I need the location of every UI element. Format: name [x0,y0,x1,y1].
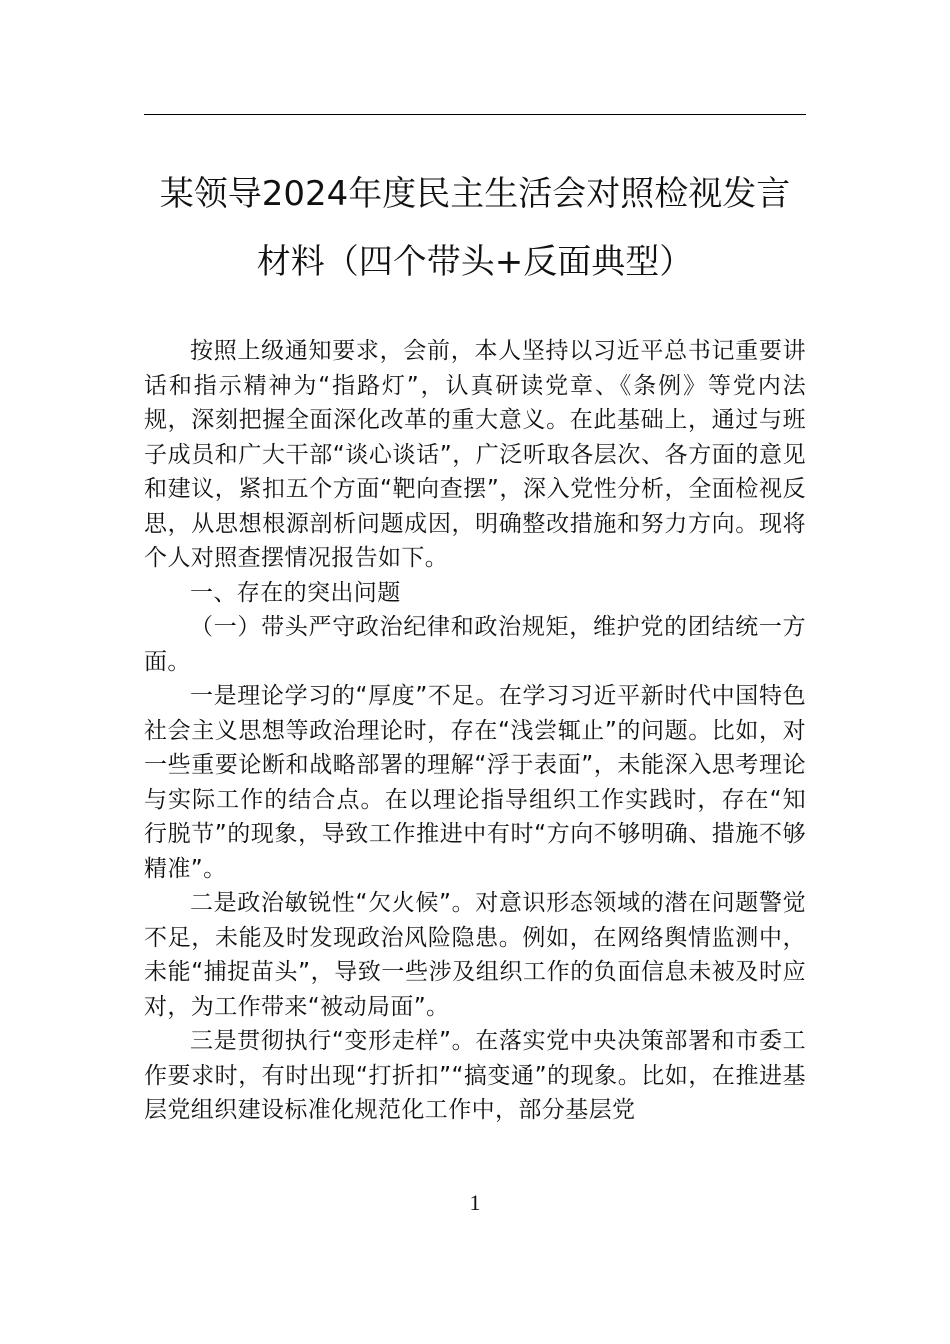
document-title [144,160,806,296]
paragraph-issue-3: 三是贯彻执行“变形走样”。在落实党中央决策部署和市委工作要求时，有时出现“打折扣”“搞变通”的现象。比如，在推进基层党组织建设标准化规范化工作中，部分基层党 [144,1028,806,1123]
paragraph-issue-2: 二是政治敏锐性“欠火候”。对意识形态领域的潜在问题警觉不足，未能及时发现政治风险隐患。例如，在网络舆情监测中，未能“捕捉苗头”，导致一些涉及组织工作的负面信息未被及时应对，为工作带来“被动局面”。 [144,890,806,1020]
title-line-1: 某领导2024年度民主生活会对照检视发言 [159,174,791,214]
subsection-heading-1: （一）带头严守政治纪律和政治规矩，维护党的团结统一方面。 [144,614,806,675]
section-heading-1: 一、存在的突出问题 [190,579,401,606]
document-body [144,334,806,1128]
header-rule [144,114,806,115]
title-line-2: 材料（四个带头+反面典型） [256,242,694,282]
paragraph-intro: 按照上级通知要求，会前，本人坚持以习近平总书记重要讲话和指示精神为“指路灯”，认真研读党章、《条例》等党内法规，深刻把握全面深化改革的重大意义。在此基础上，通过与班子成员和广大干部“谈心谈话”，广泛听取各层次、各方面的意见和建议，紧扣五个方面“靶向查摆”，深入党性分析，全面检视反思，从思想根源剖析问题成因，明确整改措施和努力方向。现将个人对照查摆情况报告如下。 [144,338,806,571]
page-number: 1 [469,1190,481,1215]
paragraph-issue-1: 一是理论学习的“厚度”不足。在学习习近平新时代中国特色社会主义思想等政治理论时，存在“浅尝辄止”的问题。比如，对一些重要论断和战略部署的理解“浮于表面”，未能深入思考理论与实际工作的结合点。在以理论指导组织工作实践时，存在“知行脱节”的现象，导致工作推进中有时“方向不够明确、措施不够精准”。 [144,683,806,882]
